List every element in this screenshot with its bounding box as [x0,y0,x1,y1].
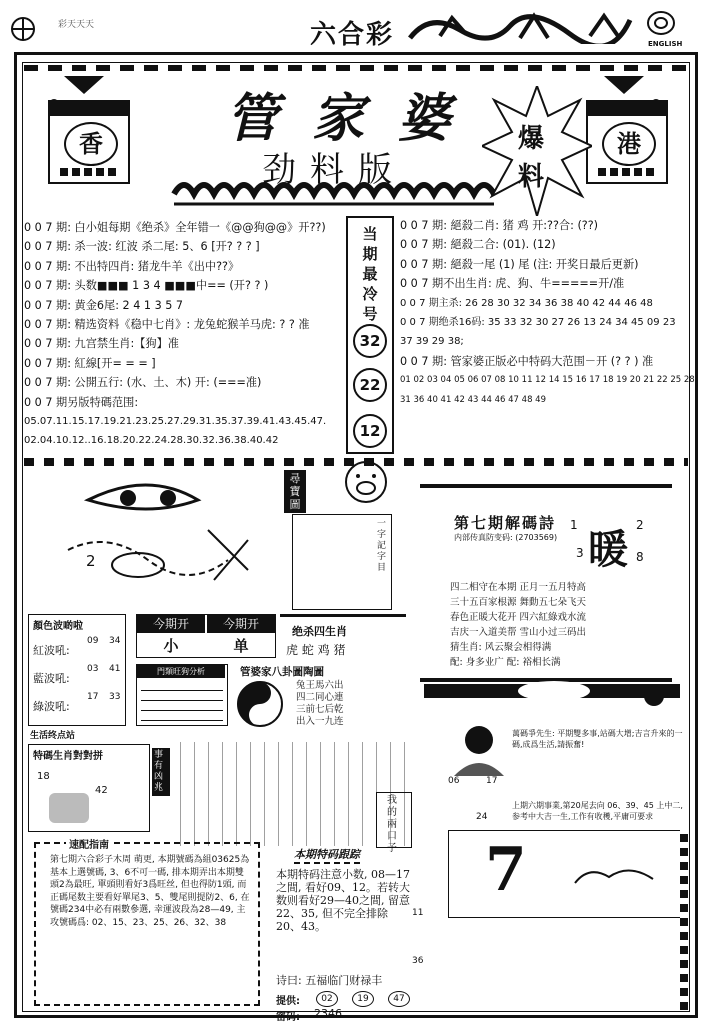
wave-num: 33 [109,692,121,702]
rooster-strip [424,680,680,708]
bagua-icon [236,680,284,728]
kai-left-head: 今期开 [137,615,205,633]
poem-sub: 内部传真防变码: (2703569) [454,533,558,542]
header-english: ENGLISH [648,40,683,48]
guide-box [34,842,260,1006]
left-line: 0 0 7 期: 杀一波: 红波 杀二尾: 5、6 [开? ? ? ] [24,240,260,254]
poem-scroll [292,514,392,610]
life-n1: 18 [37,771,50,782]
badge-left [48,100,130,184]
poem-line: 吉庆一入道美帮 雪山小过三码出 [450,627,587,638]
couple-num: 06 [448,776,460,786]
couple-num: 17 [486,776,498,786]
guide-title: 速配指南 [66,836,112,851]
header-title: 六合彩 [310,20,395,50]
poem-line: 三十五百家根源 舞動五七朵飞天 [450,597,587,608]
poem-panel [420,484,672,682]
color-wave-title: 顏色波啲啦 [33,621,83,632]
kai-right-val: 单 [233,637,249,655]
poem-zodiac: 猜生肖: 风云聚会相得满 [450,642,552,653]
left-line: 0 0 7 期另版特碼范围: [24,395,139,409]
code-label: 密码: [276,1012,300,1023]
wave-label: 綠波吼: [33,700,70,713]
poem-line: 四二相守在本期 正月一五月特高 [450,582,587,593]
bagua-panel [232,664,408,730]
sha-sx-title: 绝杀四生肖 [292,625,347,638]
cold-number: 12 [353,414,387,448]
poem-digit: 8 [636,550,644,564]
main-title: 管家婆 [226,88,485,149]
portrait-image [444,716,514,776]
lucky-box [136,664,228,726]
trace-poem: 诗曰: 五福临门财禄丰 [276,974,383,987]
kai-left-val: 小 [163,637,179,655]
trace-side: 36 [412,956,424,966]
left-line: 0 0 7 期: 公開五行: (水、土、木) 开: (===准) [24,376,262,390]
left-line: 0 0 7 期: 不出特四肖: 猪龙牛羊《出中??》 [24,259,240,273]
cold-number: 32 [353,324,387,358]
couple-footer: 上期六期事業,第20尾去向 06、39、45 上中二,参考中大吉一生,工作有收穫,平庸可要求 [512,801,683,821]
provide-num: 02 [316,991,338,1007]
cold-label-char: 冷 [362,285,378,303]
poem-digit: 2 [636,518,644,532]
vertical-text-area [170,742,406,846]
left-line: 0 0 7 期: 九宫禁生肖:【狗】准 [24,337,179,351]
poem-digit: 1 [570,518,578,532]
treasure-map [28,470,274,606]
right-line: 0 0 7 期: 絕殺二肖: 猪 鸡 开:??合: (??) [400,219,599,232]
seven-box [448,830,684,918]
wave-num: 34 [109,636,121,646]
big-seven: 7 [485,835,527,905]
cloud-icon [569,861,659,891]
horse-banner-icon [400,8,640,44]
left-line: 02.04.10.12..16.18.20.22.24.28.30.32.36.38.40.42 [24,435,279,447]
corner-deco [680,830,688,1010]
pig-icon [336,456,396,512]
badge-right [586,100,668,184]
wave-num: 41 [109,664,121,674]
right-line: 31 36 40 41 42 43 44 46 47 48 49 [400,394,546,405]
bagua-line: 出入一九连 [296,716,344,727]
cold-label-char: 最 [362,265,378,283]
right-line: 0 0 7 期: 絕殺二合: (01). (12) [400,238,556,252]
poem-hint: 配: 身多业广 配: 裕相长满 [450,657,561,668]
right-text-column [400,216,695,410]
wave-label: 藍波吼: [33,672,70,685]
life-title: 特碼生肖對對拼 [33,751,103,762]
couple-num: 24 [476,812,488,822]
burst-char-1: 爆 [518,124,545,154]
provide-label: 提供: [276,996,300,1007]
wave-label: 紅波吼: [33,644,70,657]
life-box [28,744,150,832]
treasure-label: 尋寶圖 [284,470,306,513]
code-val: 2346 [314,1007,342,1020]
provide-num: 19 [352,991,374,1007]
right-line: 0 0 7 期: 管家婆正版必中特码大范围－开 (? ? ) 准 [400,354,654,368]
bagua-line: 四二同心連 [296,692,344,703]
trace-side: 11 [412,908,424,918]
provide-num: 47 [388,991,410,1007]
wave-num: 03 [87,664,99,674]
left-line: 0 0 7 期: 黄金6尾: 2 4 1 3 5 7 [24,298,184,312]
guide-body: 第七期六合彩子木周 萌更, 本期號碼為組03625為基本上選號碼, 3、6不可一碼, 排本期弄出本期雙頭2為最旺, 單頭則看好3爲旺丝, 但也得防1頭, 而正碼尾数主要看好單尾3、5、雙尾則提防2、6, 在號碼234中必有兩數參選, 幸運波段為28—49, 主攻號碼爲: 02、15、23、25、26、32、38 [50,855,250,928]
wave-num: 17 [87,692,99,702]
header-logo-icon [8,14,38,44]
right-line: 01 02 03 04 05 06 07 08 10 11 12 14 15 16 17 18 19 20 21 22 25 28 [400,375,695,386]
kai-right-head: 今期开 [207,615,275,633]
kai-box [136,614,276,658]
left-line: 0 0 7 期: 头数■■■ 1 3 4 ■■■中== (开? ? ) [24,279,269,293]
cold-label-char: 号 [362,305,378,323]
burst-char-2: 料 [518,162,545,192]
poem-line: 春色正暖大花开 四六紅綠戏水流 [450,612,587,623]
trace-box [272,842,430,1014]
poem-digit: 3 [576,546,584,560]
left-line: 0 0 7 期: 白小姐每期《绝杀》全年错一《@@狗@@》开??) [24,221,326,234]
right-line: 0 0 7 期不出生肖: 虎、狗、牛=====开/准 [400,277,625,291]
brand-circle-icon [646,10,676,36]
header-small-text: 彩天天天 [58,20,95,30]
bagua-line: 兔王馬六出 [296,680,344,691]
badge-left-char: 香 [64,122,118,166]
left-text-column [24,218,342,451]
left-line: 05.07.11.15.17.19.21.23.25.27.29.31.35.37.39.41.43.45.47. [24,416,327,428]
left-line: 0 0 7 期: 紅線[开= = = ] [24,356,156,370]
poem-scroll-title: 一字記字目 [377,519,387,573]
lucky-title: 門類旺狗分析 [137,665,225,678]
right-line: 0 0 7 期绝杀16码: 35 33 32 30 27 26 13 24 34 45 09 23 [400,317,676,329]
mini-title: 事有凶兆 [152,748,170,796]
left-line: 0 0 7 期: 精选资料《稳中七肖》: 龙兔蛇猴羊马虎: ? ? 准 [24,318,310,332]
right-line: 0 0 7 期: 絕殺一尾 (1) 尾 (注: 开奖日最后更新) [400,257,639,271]
wave-num: 09 [87,636,99,646]
trace-title: 本期特码跟踪 [294,846,360,864]
badge-right-char: 港 [602,122,656,166]
cold-label-char: 期 [362,245,378,263]
treasure-num: 2 [86,552,96,570]
trace-body: 本期特码注意小数, 08—17之間, 看好09、12。若转大数则看好29—40之間, 留意22、35, 但不完全排除20、43。 [276,868,410,933]
color-wave-box [28,614,126,726]
sha-sx-box [280,614,406,663]
life-n2: 42 [95,785,108,796]
sha-sx-animals: 虎 蛇 鸡 猪 [286,643,346,657]
poem-big-char: 暖 [588,526,628,573]
couple-text: 萬碼爭先生: 平期雙多事,站碼大增;吉言升來的一碼,成爲生活,請振奮! [512,729,683,749]
cold-number: 22 [353,368,387,402]
bagua-title: 管婆家八卦圖陶圖 [240,666,324,678]
oracle-box [376,792,412,854]
poem-title: 第七期解碼詩 [454,514,557,532]
oracle-title: 我的兩口子 [387,795,397,854]
right-line: 0 0 7 期主杀: 26 28 30 32 34 36 38 40 42 44 46 48 [400,297,653,309]
bagua-line: 三前七后乾 [296,704,344,715]
cold-label-char: 当 [362,225,378,243]
right-line: 37 39 29 38; [400,336,464,348]
cold-number-box [346,216,394,454]
sub-title: 劲料版 [262,150,406,190]
life-corner: 生活终点站 [30,731,76,741]
